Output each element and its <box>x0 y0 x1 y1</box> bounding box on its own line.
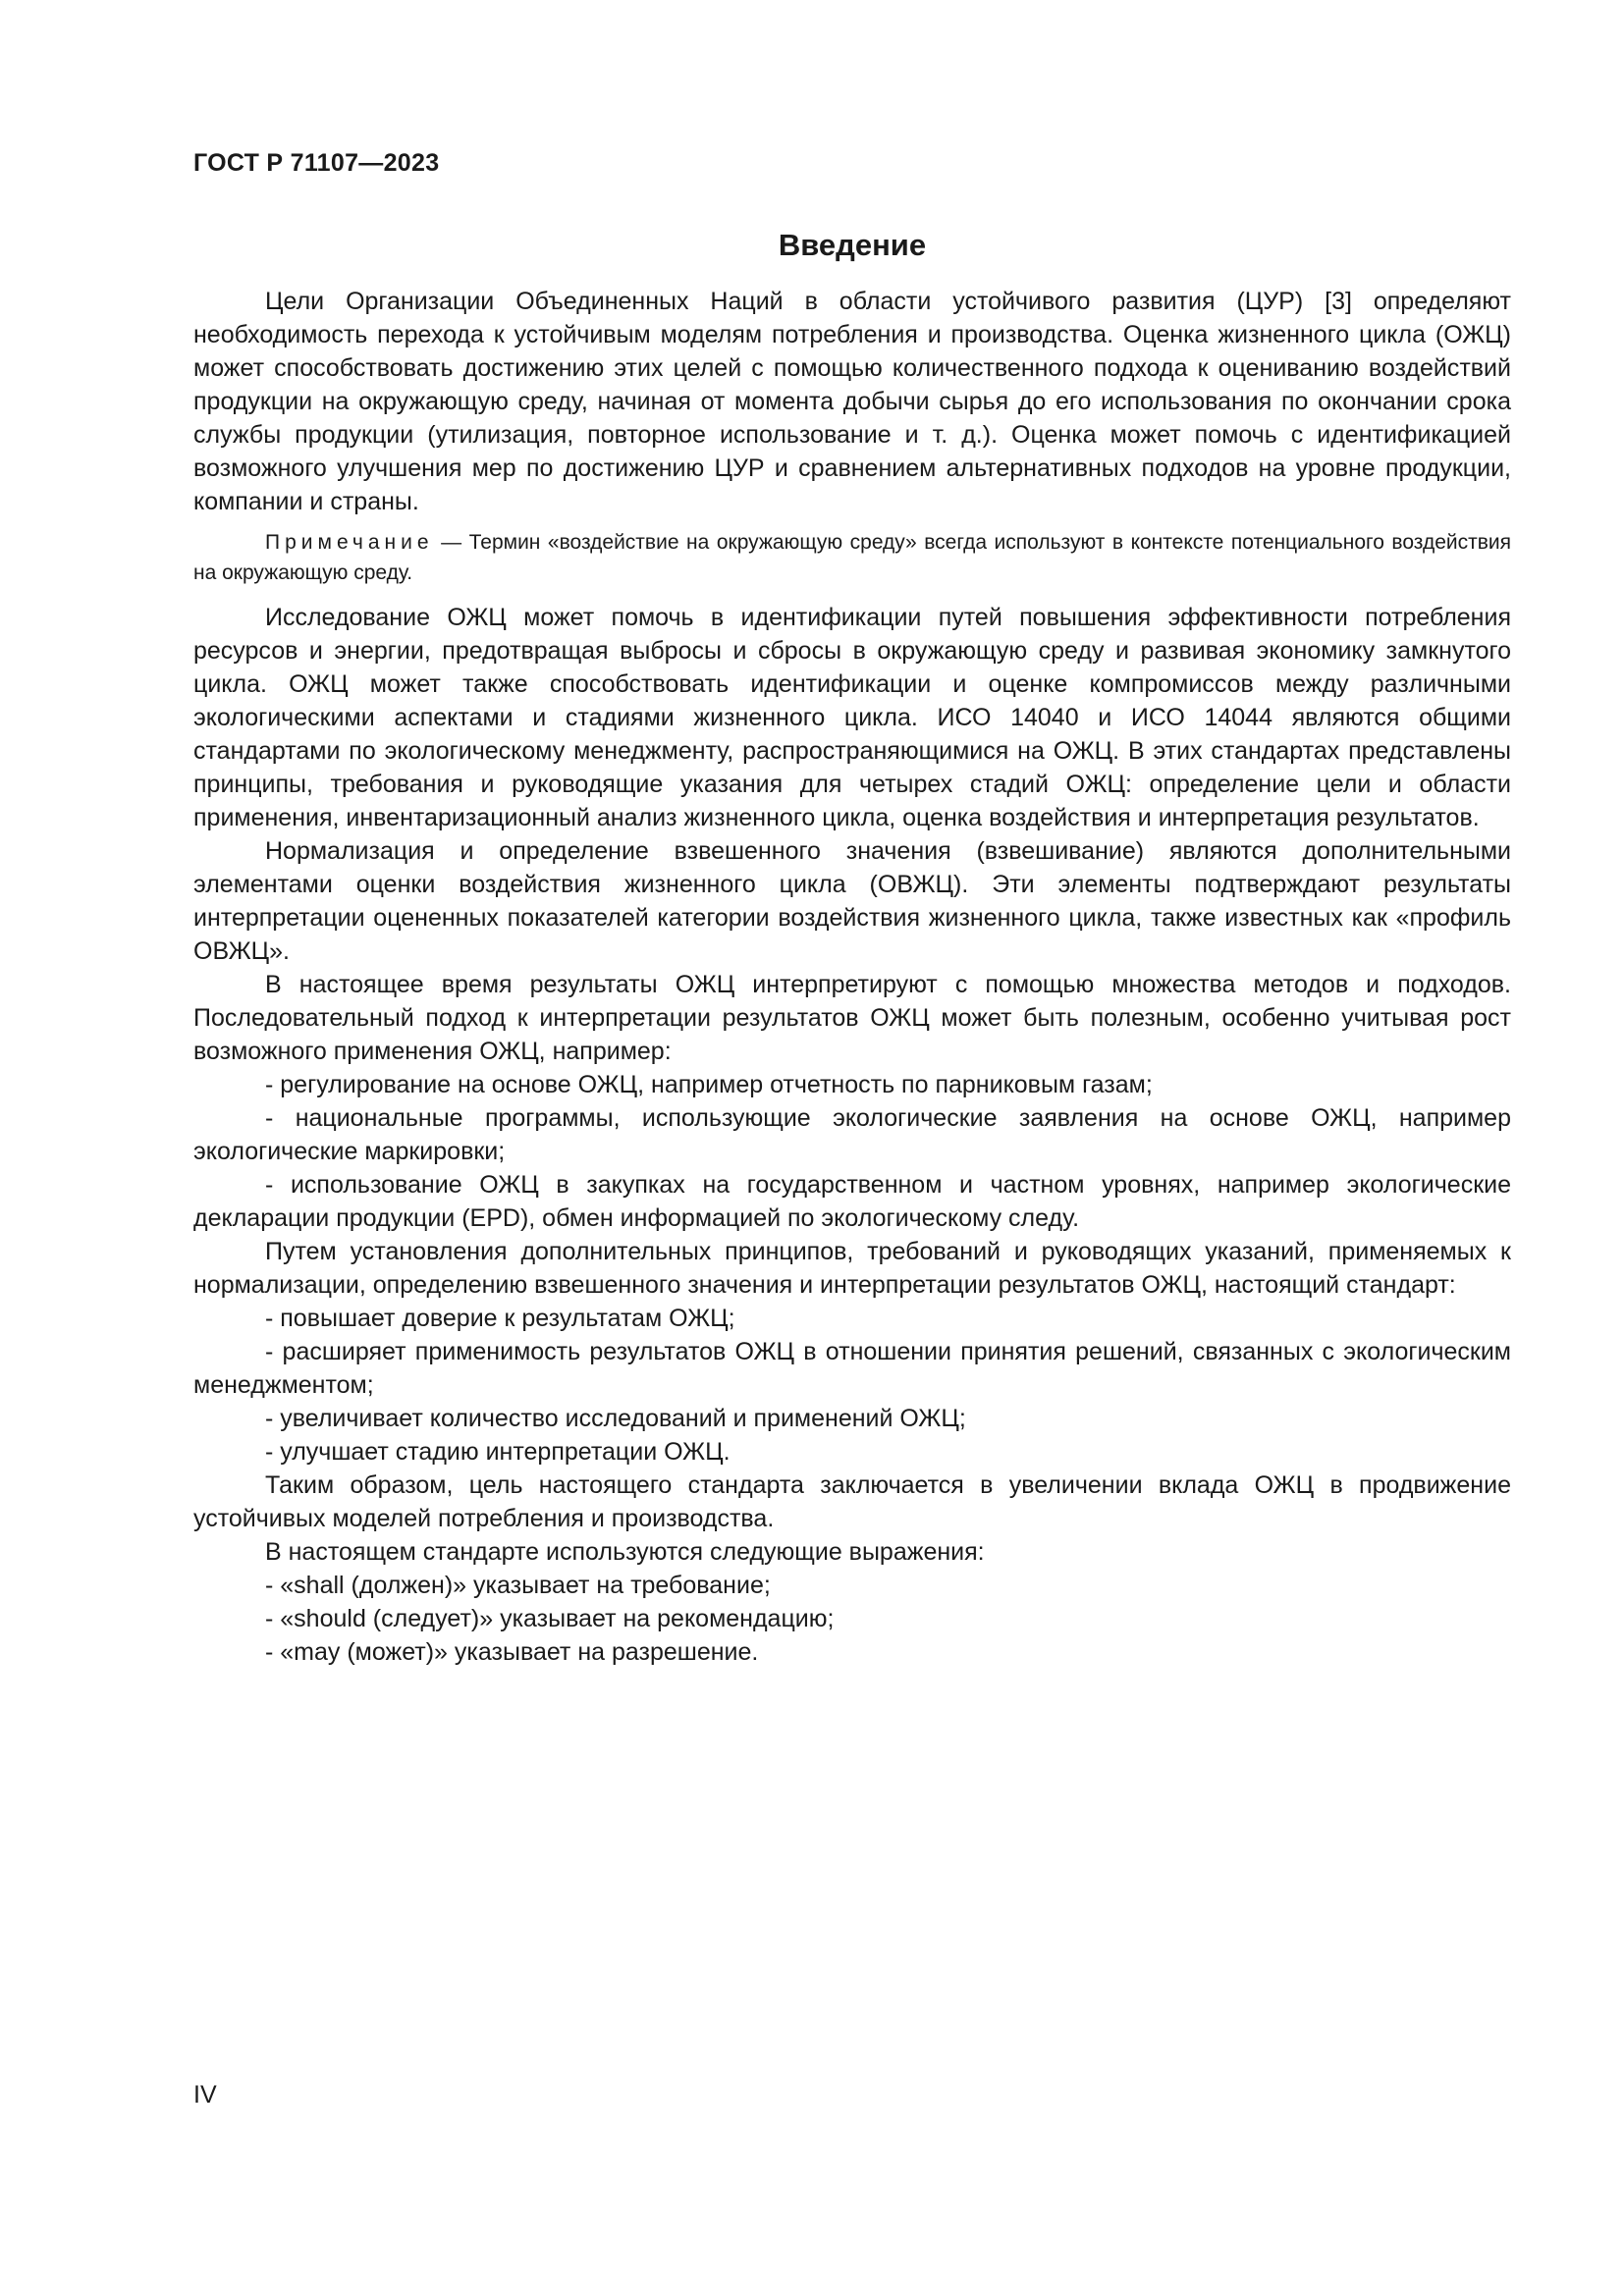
paragraph-expressions: В настоящем стандарте используются следующие выражения: <box>265 1538 985 1566</box>
paragraph-normalization: Нормализация и определение взвешенного значения (взвешивание) являются дополнительными элементами оценки воздействия жизненного цикла (ОВЖЦ). Эти элементы подтверждают результаты интерпретации оцененных показателей категории воздействия жизненного цикла, также известных как «профиль ОВЖЦ». <box>193 837 1511 965</box>
list-item: - повышает доверие к результатам ОЖЦ; <box>265 1305 735 1332</box>
note-label: Примечание <box>265 531 434 554</box>
note <box>193 527 1511 588</box>
page-number: IV <box>193 2081 217 2109</box>
document-code: ГОСТ Р 71107—2023 <box>193 149 440 177</box>
list-item: - расширяет применимость результатов ОЖЦ в отношении принятия решений, связанных с экологическим менеджментом; <box>193 1338 1511 1399</box>
list-item: - «shall (должен)» указывает на требование; <box>265 1572 771 1599</box>
paragraph-sdg: Цели Организации Объединенных Наций в области устойчивого развития (ЦУР) [3] определяют необходимость перехода к устойчивым моделям потребления и производства. Оценка жизненного цикла (ОЖЦ) может способствовать достижению этих целей с помощью количественного подхода к оцениванию воздействий продукции на окружающую среду, начиная от момента добычи сырья до его использования по окончании срока службы продукции (утилизация, повторное использование и т. д.). Оценка может помочь с идентификацией возможного улучшения мер по достижению ЦУР и сравнением альтернативных подходов на уровне продукции, компании и страны. <box>193 288 1511 515</box>
paragraph-lca-study: Исследование ОЖЦ может помочь в идентификации путей повышения эффективности потребления ресурсов и энергии, предотвращая выбросы и сбросы в окружающую среду и развивая экономику замкнутого цикла. ОЖЦ может также способствовать идентификации и оценке компромиссов между различными экологическими аспектами и стадиями жизненного цикла. ИСО 14040 и ИСО 14044 являются общими стандартами по экологическому менеджменту, распространяющимися на ОЖЦ. В этих стандартах представлены принципы, требования и руководящие указания для четырех стадий ОЖЦ: определение цели и области применения, инвентаризационный анализ жизненного цикла, оценка воздействия и интерпретация результатов. <box>193 604 1511 831</box>
paragraph-standard-purpose: Путем установления дополнительных принципов, требований и руководящих указаний, применяемых к нормализации, определению взвешенного значения и интерпретации результатов ОЖЦ, настоящий стандарт: <box>193 1238 1511 1299</box>
list-item: - регулирование на основе ОЖЦ, например отчетность по парниковым газам; <box>265 1071 1153 1098</box>
list-item: - улучшает стадию интерпретации ОЖЦ. <box>265 1438 731 1466</box>
body-text <box>193 285 1511 1669</box>
list-item: - «may (может)» указывает на разрешение. <box>265 1638 759 1666</box>
list-item: - увеличивает количество исследований и применений ОЖЦ; <box>265 1405 966 1432</box>
note-text: — Термин «воздействие на окружающую среду» всегда используют в контексте потенциального воздействия на окружающую среду. <box>193 531 1511 584</box>
list-item: - национальные программы, использующие экологические заявления на основе ОЖЦ, например экологические маркировки; <box>193 1104 1511 1165</box>
section-title: Введение <box>778 228 927 262</box>
list-item: - использование ОЖЦ в закупках на государственном и частном уровнях, например экологические декларации продукции (EPD), обмен информацией по экологическому следу. <box>193 1171 1511 1232</box>
list-item: - «should (следует)» указывает на рекомендацию; <box>265 1605 835 1632</box>
paragraph-conclusion: Таким образом, цель настоящего стандарта заключается в увеличении вклада ОЖЦ в продвижение устойчивых моделей потребления и производства. <box>193 1471 1511 1532</box>
paragraph-interpretation: В настоящее время результаты ОЖЦ интерпретируют с помощью множества методов и подходов. Последовательный подход к интерпретации результатов ОЖЦ может быть полезным, особенно учитывая рост возможного применения ОЖЦ, например: <box>193 971 1511 1065</box>
